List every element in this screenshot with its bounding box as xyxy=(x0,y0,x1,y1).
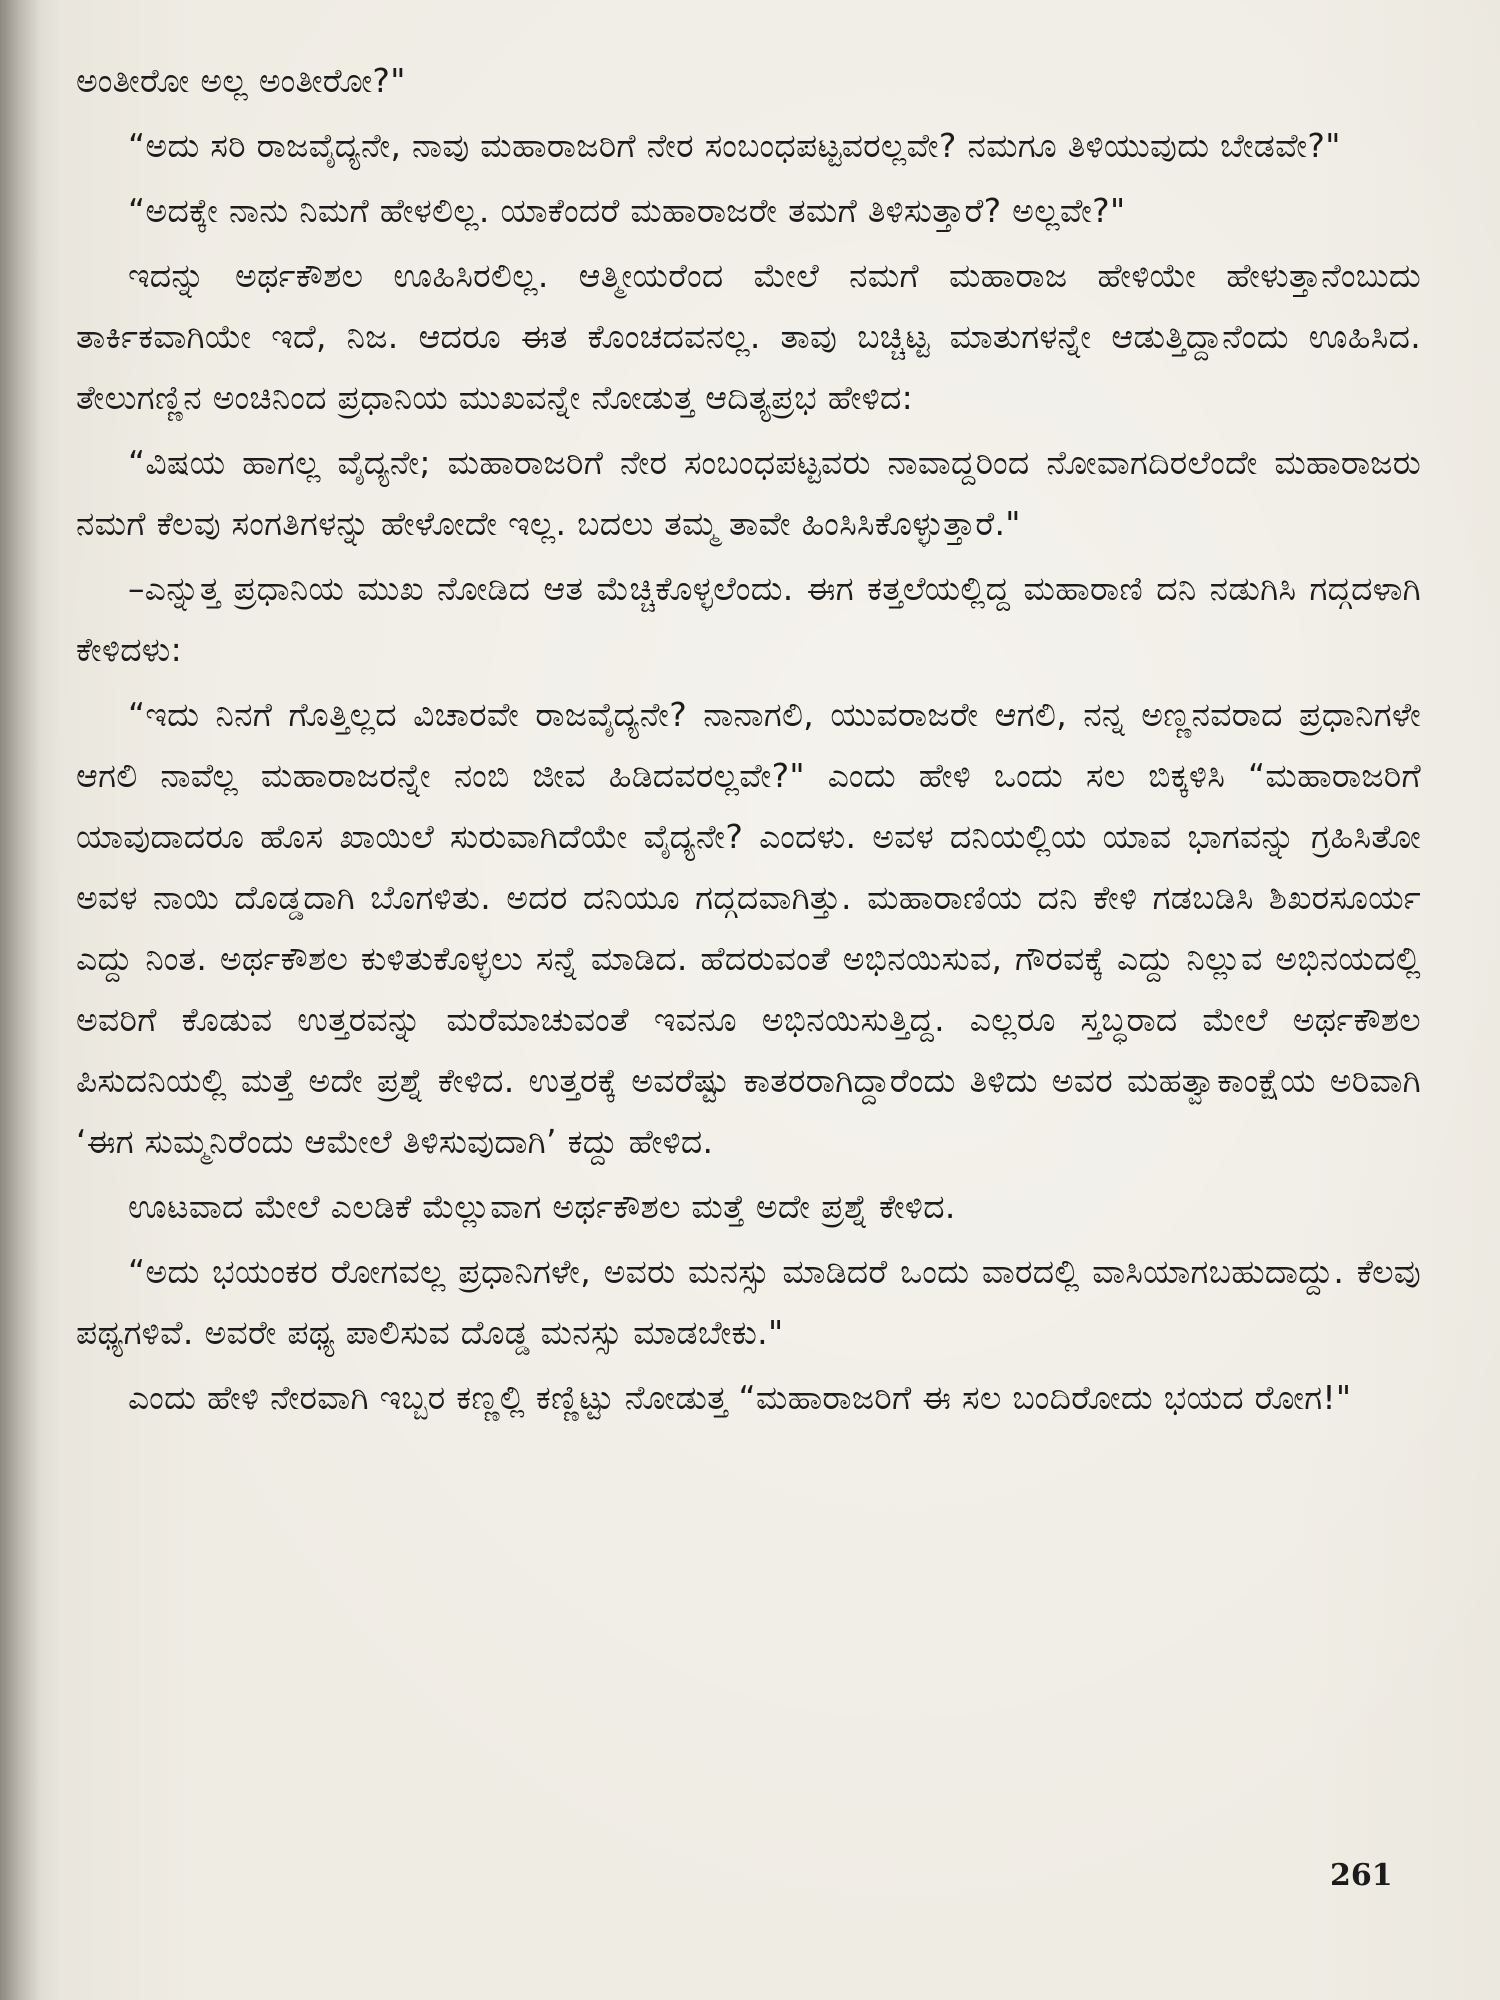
page-text xyxy=(76,50,1421,1432)
paragraph: “ಅದಕ್ಕೇ ನಾನು ನಿಮಗೆ ಹೇಳಲಿಲ್ಲ. ಯಾಕೆಂದರೆ ಮಹಾರಾಜರೇ ತಮಗೆ ತಿಳಿಸುತ್ತಾರೆ? ಅಲ್ಲವೇ?" xyxy=(128,191,1126,230)
paragraph: “ಇದು ನಿನಗೆ ಗೊತ್ತಿಲ್ಲದ ವಿಚಾರವೇ ರಾಜವೈದ್ಯನೇ? ನಾನಾಗಲಿ, ಯುವರಾಜರೇ ಆಗಲಿ, ನನ್ನ ಅಣ್ಣನವರಾದ ಪ್ರಧಾನಿಗಳೇ ಆಗಲಿ ನಾವೆಲ್ಲ ಮಹಾರಾಜರನ್ನೇ ನಂಬಿ ಜೀವ ಹಿಡಿದವರಲ್ಲವೇ?" ಎಂದು ಹೇಳಿ ಒಂದು ಸಲ ಬಿಕ್ಕಳಿಸಿ “ಮಹಾರಾಜರಿಗೆ ಯಾವುದಾದರೂ ಹೊಸ ಖಾಯಿಲೆ ಸುರುವಾಗಿದೆಯೇ ವೈದ್ಯನೇ? ಎಂದಳು. ಅವಳ ದನಿಯಲ್ಲಿಯ ಯಾವ ಭಾಗವನ್ನು ಗ್ರಹಿಸಿತೋ ಅವಳ ನಾಯಿ ದೊಡ್ಡದಾಗಿ ಬೊಗಳಿತು. ಅದರ ದನಿಯೂ ಗದ್ಗದವಾಗಿತ್ತು. ಮಹಾರಾಣಿಯ ದನಿ ಕೇಳಿ ಗಡಬಡಿಸಿ ಶಿಖರಸೂರ್ಯ ಎದ್ದು ನಿಂತ. ಅರ್ಥಕೌಶಲ ಕುಳಿತುಕೊಳ್ಳಲು ಸನ್ನೆ ಮಾಡಿದ. ಹೆದರುವಂತೆ ಅಭಿನಯಿಸುವ, ಗೌರವಕ್ಕೆ ಎದ್ದು ನಿಲ್ಲುವ ಅಭಿನಯದಲ್ಲಿ ಅವರಿಗೆ ಕೊಡುವ ಉತ್ತರವನ್ನು ಮರೆಮಾಚುವಂತೆ ಇವನೂ ಅಭಿನಯಿಸುತ್ತಿದ್ದ. ಎಲ್ಲರೂ ಸ್ತಬ್ಧರಾದ ಮೇಲೆ ಅರ್ಥಕೌಶಲ ಪಿಸುದನಿಯಲ್ಲಿ ಮತ್ತೆ ಅದೇ ಪ್ರಶ್ನೆ ಕೇಳಿದ. ಉತ್ತರಕ್ಕೆ ಅವರೆಷ್ಟು ಕಾತರರಾಗಿದ್ದಾರೆಂದು ತಿಳಿದು ಅವರ ಮಹತ್ವಾಕಾಂಕ್ಷೆಯ ಅರಿವಾಗಿ ‘ಈಗ ಸುಮ್ಮನಿರೆಂದು ಆಮೇಲೆ ತಿಳಿಸುವುದಾಗಿ’ ಕದ್ದು ಹೇಳಿದ. xyxy=(76,695,1421,1161)
page-number: 261 xyxy=(1330,1858,1393,1893)
paragraph: “ವಿಷಯ ಹಾಗಲ್ಲ ವೈದ್ಯನೇ; ಮಹಾರಾಜರಿಗೆ ನೇರ ಸಂಬಂಧಪಟ್ಟವರು ನಾವಾದ್ದರಿಂದ ನೋವಾಗದಿರಲೆಂದೇ ಮಹಾರಾಜರು ನಮಗೆ ಕೆಲವು ಸಂಗತಿಗಳನ್ನು ಹೇಳೋದೇ ಇಲ್ಲ. ಬದಲು ತಮ್ಮ ತಾವೇ ಹಿಂಸಿಸಿಕೊಳ್ಳುತ್ತಾರೆ." xyxy=(76,443,1421,543)
paragraph: ಇದನ್ನು ಅರ್ಥಕೌಶಲ ಊಹಿಸಿರಲಿಲ್ಲ. ಆತ್ಮೀಯರೆಂದ ಮೇಲೆ ನಮಗೆ ಮಹಾರಾಜ ಹೇಳಿಯೇ ಹೇಳುತ್ತಾನೆಂಬುದು ತಾರ್ಕಿಕವಾಗಿಯೇ ಇದೆ, ನಿಜ. ಆದರೂ ಈತ ಕೊಂಚದವನಲ್ಲ. ತಾವು ಬಚ್ಚಿಟ್ಟ ಮಾತುಗಳನ್ನೇ ಆಡುತ್ತಿದ್ದಾನೆಂದು ಊಹಿಸಿದ. ತೇಲುಗಣ್ಣಿನ ಅಂಚಿನಿಂದ ಪ್ರಧಾನಿಯ ಮುಖವನ್ನೇ ನೋಡುತ್ತ ಆದಿತ್ಯಪ್ರಭ ಹೇಳಿದ: xyxy=(76,256,1421,417)
paragraph: ಊಟವಾದ ಮೇಲೆ ಎಲಡಿಕೆ ಮೆಲ್ಲುವಾಗ ಅರ್ಥಕೌಶಲ ಮತ್ತೆ ಅದೇ ಪ್ರಶ್ನೆ ಕೇಳಿದ. xyxy=(128,1187,956,1226)
binding-shadow xyxy=(0,0,40,2000)
paragraph: “ಅದು ಭಯಂಕರ ರೋಗವಲ್ಲ ಪ್ರಧಾನಿಗಳೇ, ಅವರು ಮನಸ್ಸು ಮಾಡಿದರೆ ಒಂದು ವಾರದಲ್ಲಿ ವಾಸಿಯಾಗಬಹುದಾದ್ದು. ಕೆಲವು ಪಥ್ಯಗಳಿವೆ. ಅವರೇ ಪಥ್ಯ ಪಾಲಿಸುವ ದೊಡ್ಡ ಮನಸ್ಸು ಮಾಡಬೇಕು." xyxy=(76,1252,1421,1352)
paragraph: “ಅದು ಸರಿ ರಾಜವೈದ್ಯನೇ, ನಾವು ಮಹಾರಾಜರಿಗೆ ನೇರ ಸಂಬಂಧಪಟ್ಟವರಲ್ಲವೇ? ನಮಗೂ ತಿಳಿಯುವುದು ಬೇಡವೇ?" xyxy=(128,126,1341,165)
paragraph: –ಎನ್ನುತ್ತ ಪ್ರಧಾನಿಯ ಮುಖ ನೋಡಿದ ಆತ ಮೆಚ್ಚಿಕೊಳ್ಳಲೆಂದು. ಈಗ ಕತ್ತಲೆಯಲ್ಲಿದ್ದ ಮಹಾರಾಣಿ ದನಿ ನಡುಗಿಸಿ ಗದ್ಗದಳಾಗಿ ಕೇಳಿದಳು: xyxy=(76,569,1421,669)
paragraph: ಅಂತೀರೋ ಅಲ್ಲ ಅಂತೀರೋ?" xyxy=(76,61,406,100)
paragraph: ಎಂದು ಹೇಳಿ ನೇರವಾಗಿ ಇಬ್ಬರ ಕಣ್ಣಲ್ಲಿ ಕಣ್ಣಿಟ್ಟು ನೋಡುತ್ತ “ಮಹಾರಾಜರಿಗೆ ಈ ಸಲ ಬಂದಿರೋದು ಭಯದ ರೋಗ!" xyxy=(128,1378,1352,1417)
